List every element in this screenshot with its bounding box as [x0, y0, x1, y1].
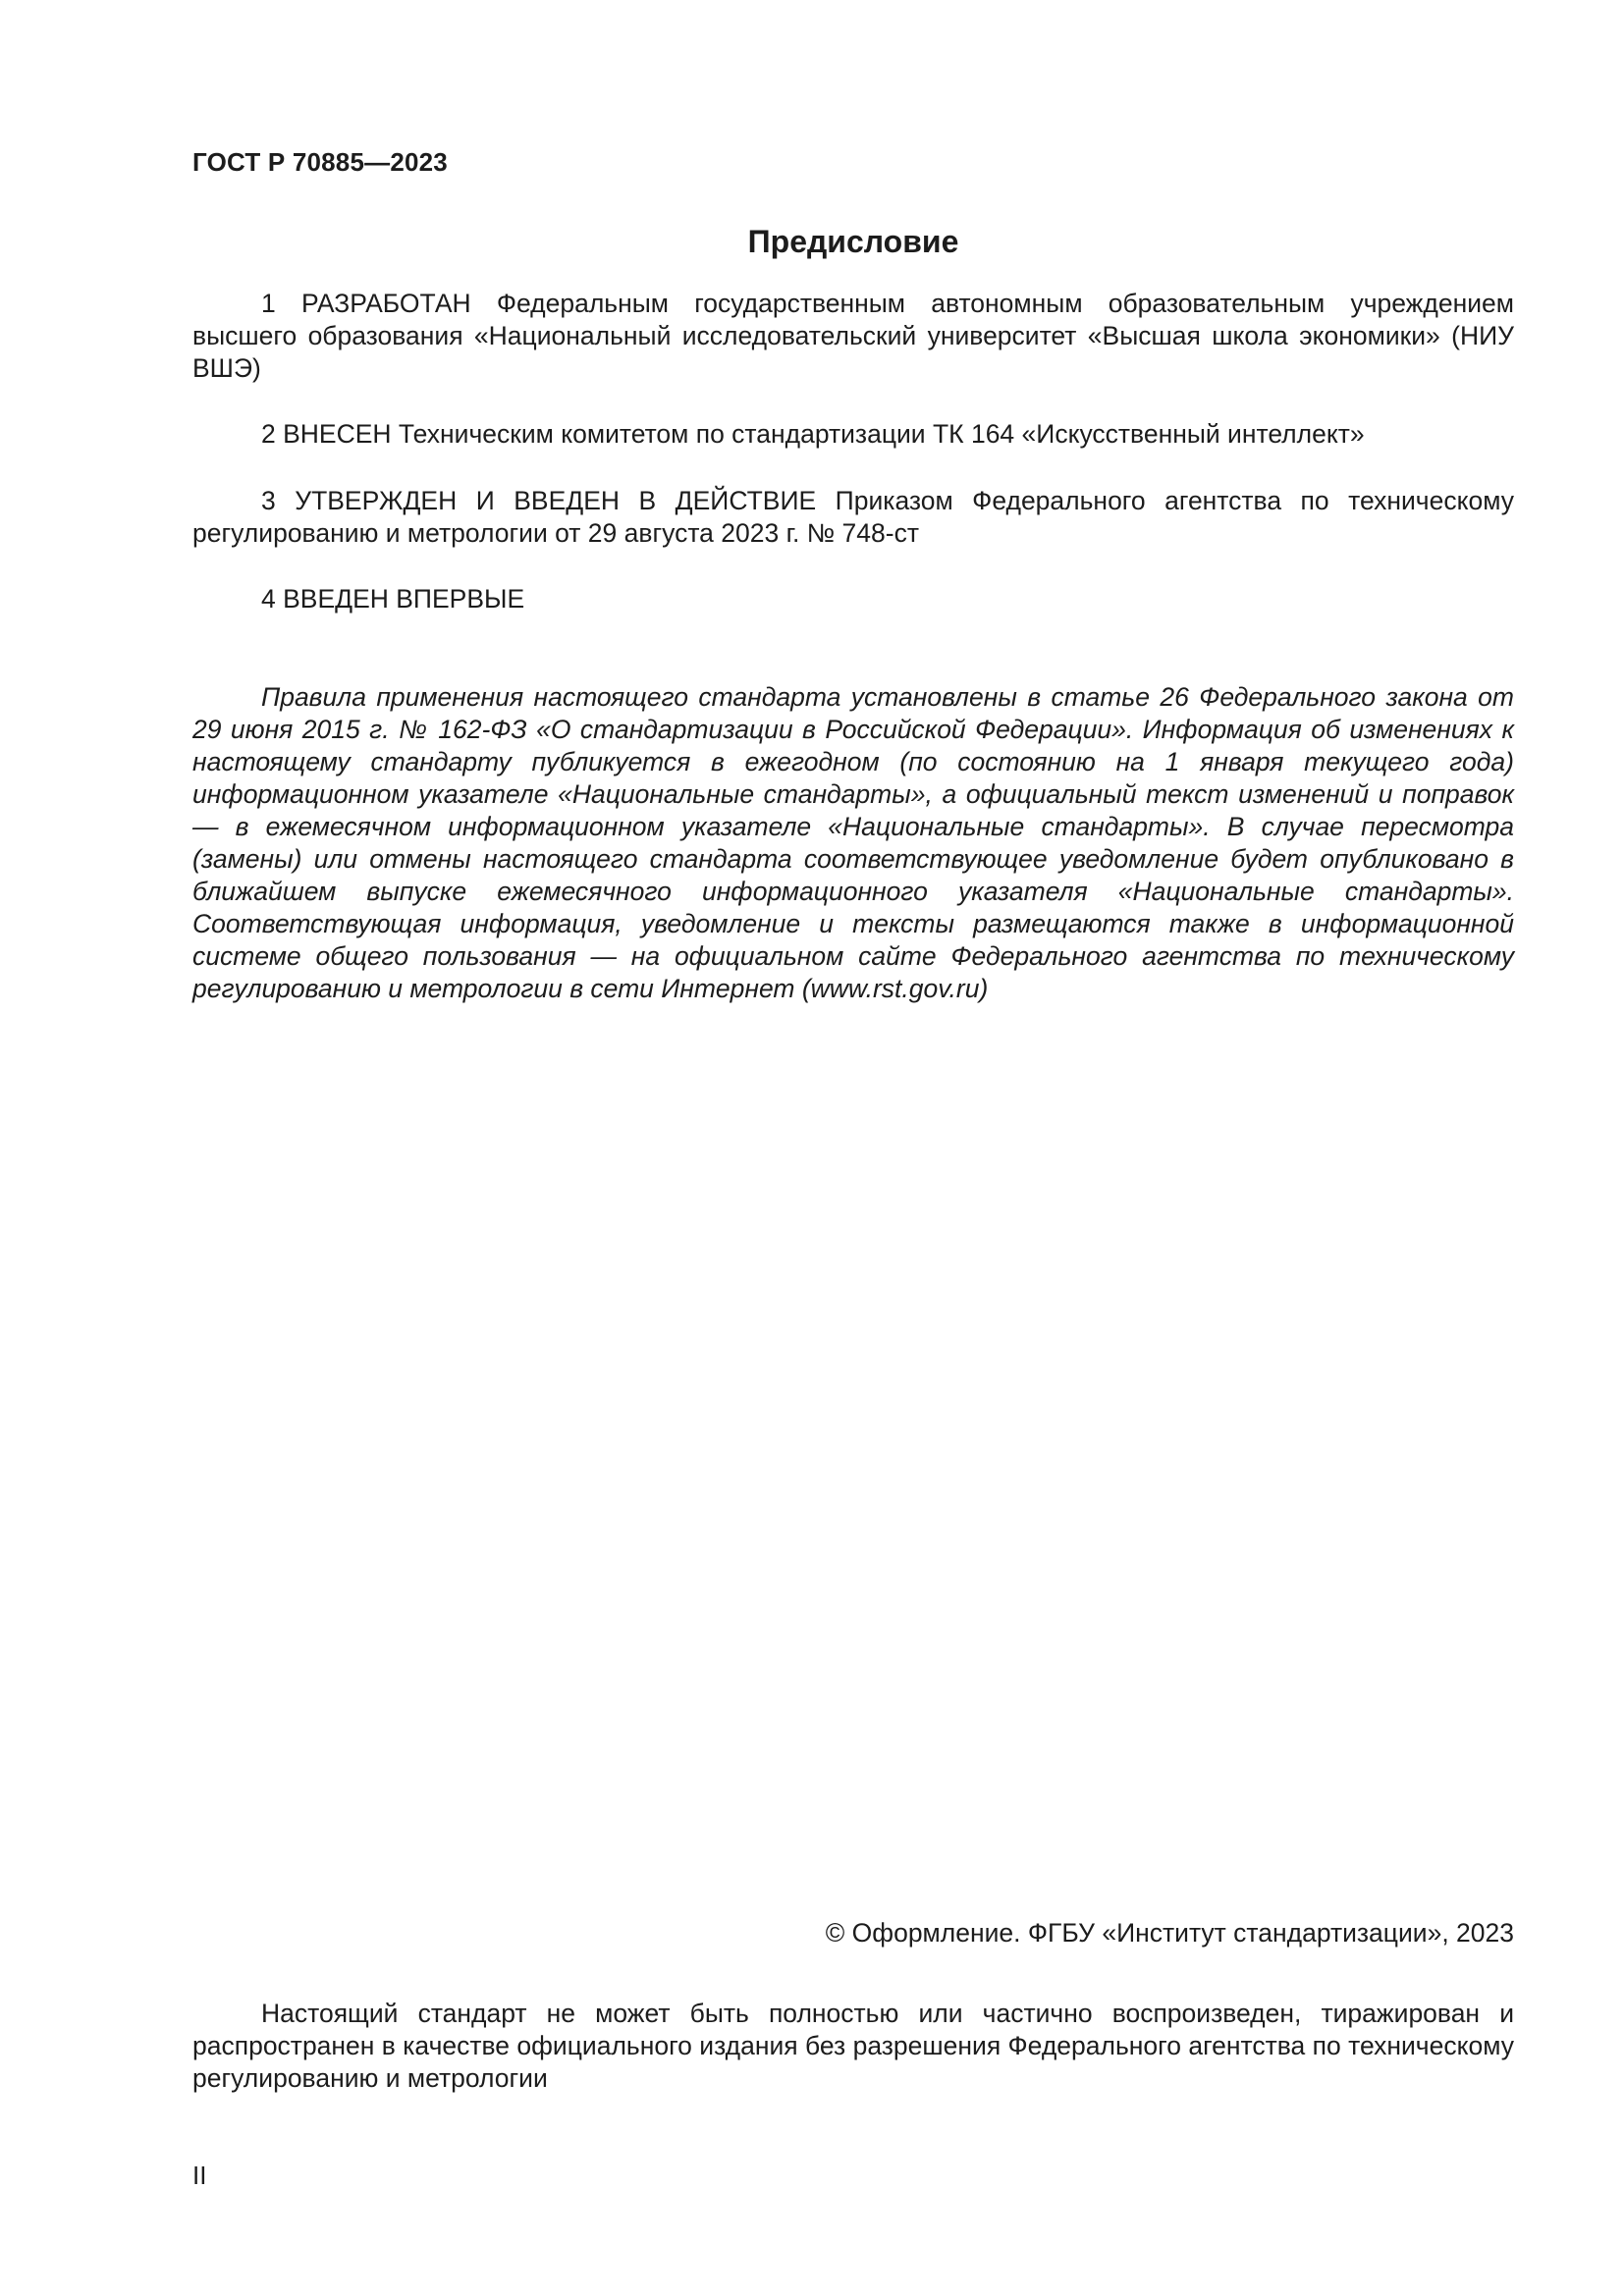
rules-notice: Правила применения настоящего стандарта установлены в статье 26 Федерального закона от 29 июня 2015 г. № 162-ФЗ «О стандартизации в Российской Федерации». Информация об изменениях к настоящему стандарту публикуется в ежегодном (по состоянию на 1 января текущего года) информационном указателе «Национальные стандарты», а официальный текст изменений и поправок — в ежемесячном информационном указателе «Национальные стандарты». В случае пересмотра (замены) или отмены настоящего стандарта соответствующее уведомление будет опубликовано в ближайшем выпуске ежемесячного информационного указателя «Национальные стандарты». Соответствующая информация, уведомление и тексты размещаются также в информационной системе общего пользования — на официальном сайте Федерального агентства по техническому регулированию и метрологии в сети Интернет (www.rst.gov.ru)	[192, 682, 1514, 1003]
item-submitted: 2 ВНЕСЕН Техническим комитетом по стандартизации ТК 164 «Искусственный интеллект»	[261, 419, 1365, 449]
copyright-notice: © Оформление. ФГБУ «Институт стандартизации», 2023	[825, 1918, 1514, 1948]
item-approved: 3 УТВЕРЖДЕН И ВВЕДЕН В ДЕЙСТВИЕ Приказом Федерального агентства по техническому регулированию и метрологии от 29 августа 2023 г. № 748-ст	[192, 486, 1514, 548]
page-title: Предисловие	[747, 224, 959, 259]
page-number: II	[192, 2161, 207, 2190]
item-developed: 1 РАЗРАБОТАН Федеральным государственным автономным образовательным учреждением высшего образования «Национальный исследовательский университет «Высшая школа экономики» (НИУ ВШЭ)	[192, 289, 1514, 383]
document-code: ГОСТ Р 70885—2023	[192, 147, 448, 177]
item-first-introduced: 4 ВВЕДЕН ВПЕРВЫЕ	[261, 584, 525, 614]
reproduction-notice: Настоящий стандарт не может быть полностью или частично воспроизведен, тиражирован и распространен в качестве официального издания без разрешения Федерального агентства по техническому регулированию и метрологии	[192, 1999, 1514, 2093]
